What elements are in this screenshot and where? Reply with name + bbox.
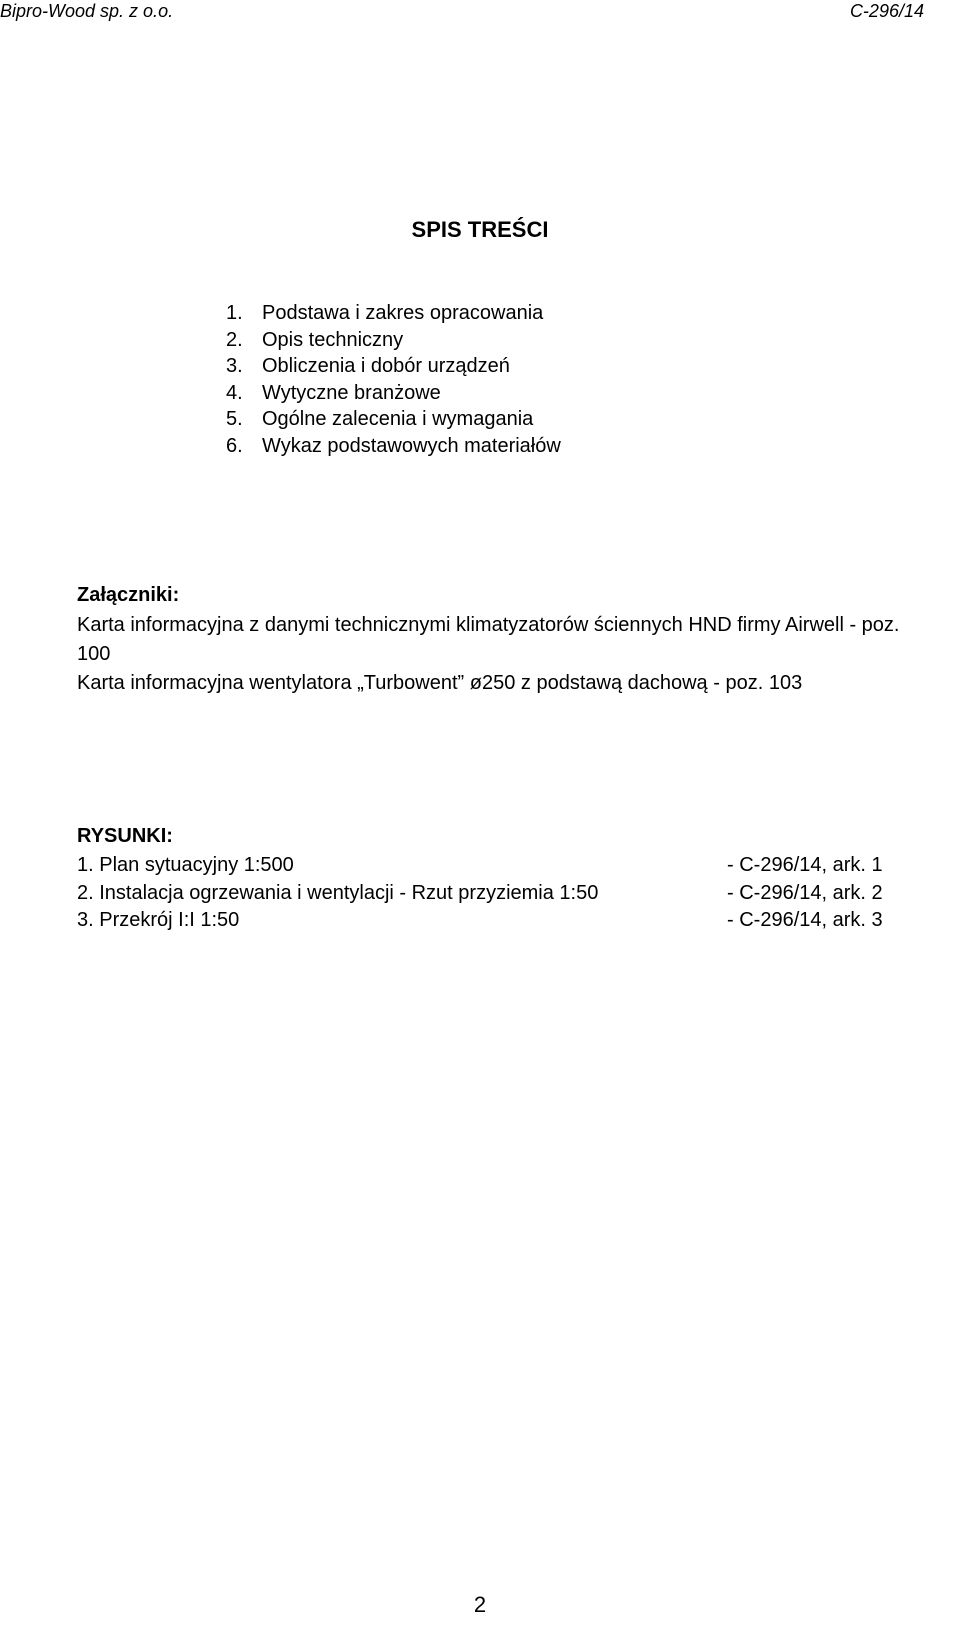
drawing-title: 1. Plan sytuacyjny 1:500 — [77, 854, 294, 876]
drawing-row — [77, 907, 917, 935]
toc-item — [226, 380, 561, 407]
drawing-title: 2. Instalacja ogrzewania i wentylacji - Rzut przyziemia 1:50 — [77, 881, 599, 904]
toc-item-label: Ogólne zalecenia i wymagania — [262, 408, 534, 430]
toc-item — [226, 327, 561, 354]
toc-item-number: 4. — [226, 381, 243, 404]
page-number: 2 — [473, 1592, 487, 1617]
drawing-ref: - C-296/14, ark. 2 — [727, 881, 883, 904]
attachment-item: Karta informacyjna wentylatora „Turbowent” ø250 z podstawą dachową - poz. 103 — [77, 672, 803, 694]
toc-item-number: 5. — [226, 408, 243, 430]
page-title: SPIS TREŚCI — [411, 217, 549, 242]
header-doc-number: C-296/14 — [849, 1, 924, 21]
toc-item — [226, 433, 561, 460]
toc-item-label: Podstawa i zakres opracowania — [262, 302, 544, 324]
toc-item-number: 1. — [226, 302, 243, 324]
drawing-title: 3. Przekrój I:I 1:50 — [77, 909, 240, 931]
toc-item — [226, 353, 561, 380]
toc-item — [226, 300, 561, 327]
toc-item-number: 2. — [226, 328, 243, 351]
attachment-item: Karta informacyjna z danymi technicznymi klimatyzatorów ściennych HND firmy Airwell - poz. 100 — [77, 614, 900, 665]
drawing-ref: - C-296/14, ark. 1 — [727, 854, 883, 876]
toc-item-number: 6. — [226, 434, 243, 457]
toc-item-label: Obliczenia i dobór urządzeń — [262, 355, 510, 377]
toc-item-label: Wykaz podstawowych materiałów — [262, 434, 561, 457]
drawings-list — [77, 852, 917, 935]
toc-item-label: Opis techniczny — [262, 328, 404, 351]
attachments-list — [77, 611, 917, 698]
drawing-row — [77, 880, 917, 908]
table-of-contents — [226, 300, 561, 459]
toc-item-number: 3. — [226, 355, 243, 377]
attachments-heading: Załączniki: — [77, 584, 180, 606]
toc-item-label: Wytyczne branżowe — [262, 381, 441, 404]
drawings-heading: RYSUNKI: — [77, 825, 173, 847]
header-company: Bipro-Wood sp. z o.o. — [0, 1, 174, 21]
toc-item — [226, 406, 561, 433]
drawing-ref: - C-296/14, ark. 3 — [727, 909, 883, 931]
drawing-row — [77, 852, 917, 880]
